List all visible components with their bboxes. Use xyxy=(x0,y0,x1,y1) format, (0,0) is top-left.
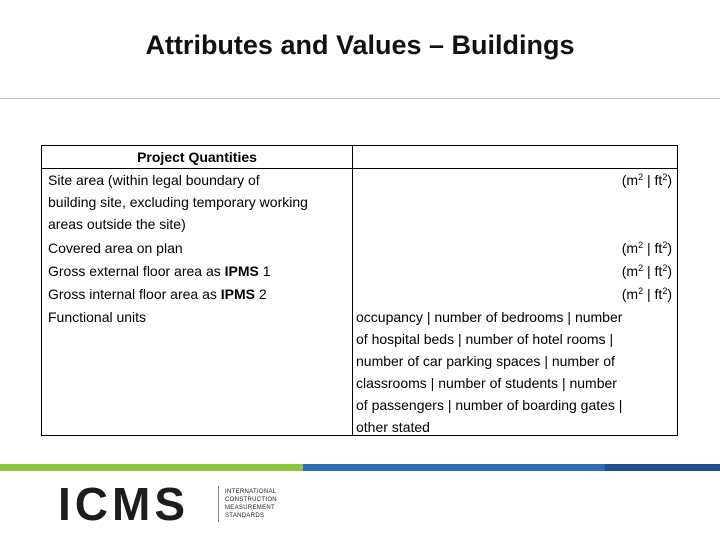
value-line: classrooms | number of students | number xyxy=(356,375,617,391)
row-functional-units-values xyxy=(356,306,674,438)
row-covered-area-unit: ($m^2$ | $ft^2$) xyxy=(621,240,672,256)
row-gross-external-label: Gross external floor area as IPMS 1 xyxy=(48,263,271,279)
logo-wordmark: INTERNATIONAL CONSTRUCTION MEASUREMENT STANDARDS xyxy=(225,489,277,519)
row-site-area-label xyxy=(48,169,352,235)
row-functional-units-label: Functional units xyxy=(48,309,147,325)
footer-band-segment xyxy=(0,464,158,471)
row-gross-internal-unit: ($m^2$ | $ft^2$) xyxy=(621,286,672,302)
footer-band-segment xyxy=(605,464,720,471)
footer-band-segment xyxy=(303,464,485,471)
logo-mark: ICMS xyxy=(58,478,189,530)
row-gross-external-unit: ($m^2$ | $ft^2$) xyxy=(621,263,672,279)
table-header: Project Quantities xyxy=(137,149,257,165)
logo-separator xyxy=(218,486,219,522)
value-line: number of car parking spaces | number of xyxy=(356,353,615,369)
value-line: other stated xyxy=(356,419,430,435)
row-covered-area-label: Covered area on plan xyxy=(48,240,183,256)
row-gross-internal-label: Gross internal floor area as IPMS 2 xyxy=(48,286,267,302)
row-site-area-unit: ($m^2$ | $ft^2$) xyxy=(621,172,672,188)
value-line: of passengers | number of boarding gates | xyxy=(356,397,623,413)
footer-band-segment xyxy=(158,464,303,471)
page-title: Attributes and Values – Buildings xyxy=(145,30,575,60)
value-line: occupancy | number of bedrooms | number xyxy=(356,309,623,325)
quantities-table xyxy=(41,145,678,436)
label-line: Site area (within legal boundary of xyxy=(48,172,260,188)
footer-band-segment xyxy=(485,464,605,471)
label-line: building site, excluding temporary working xyxy=(48,194,308,210)
value-line: of hospital beds | number of hotel rooms | xyxy=(356,331,614,347)
label-line: areas outside the site) xyxy=(48,216,186,232)
title-divider xyxy=(0,98,720,99)
